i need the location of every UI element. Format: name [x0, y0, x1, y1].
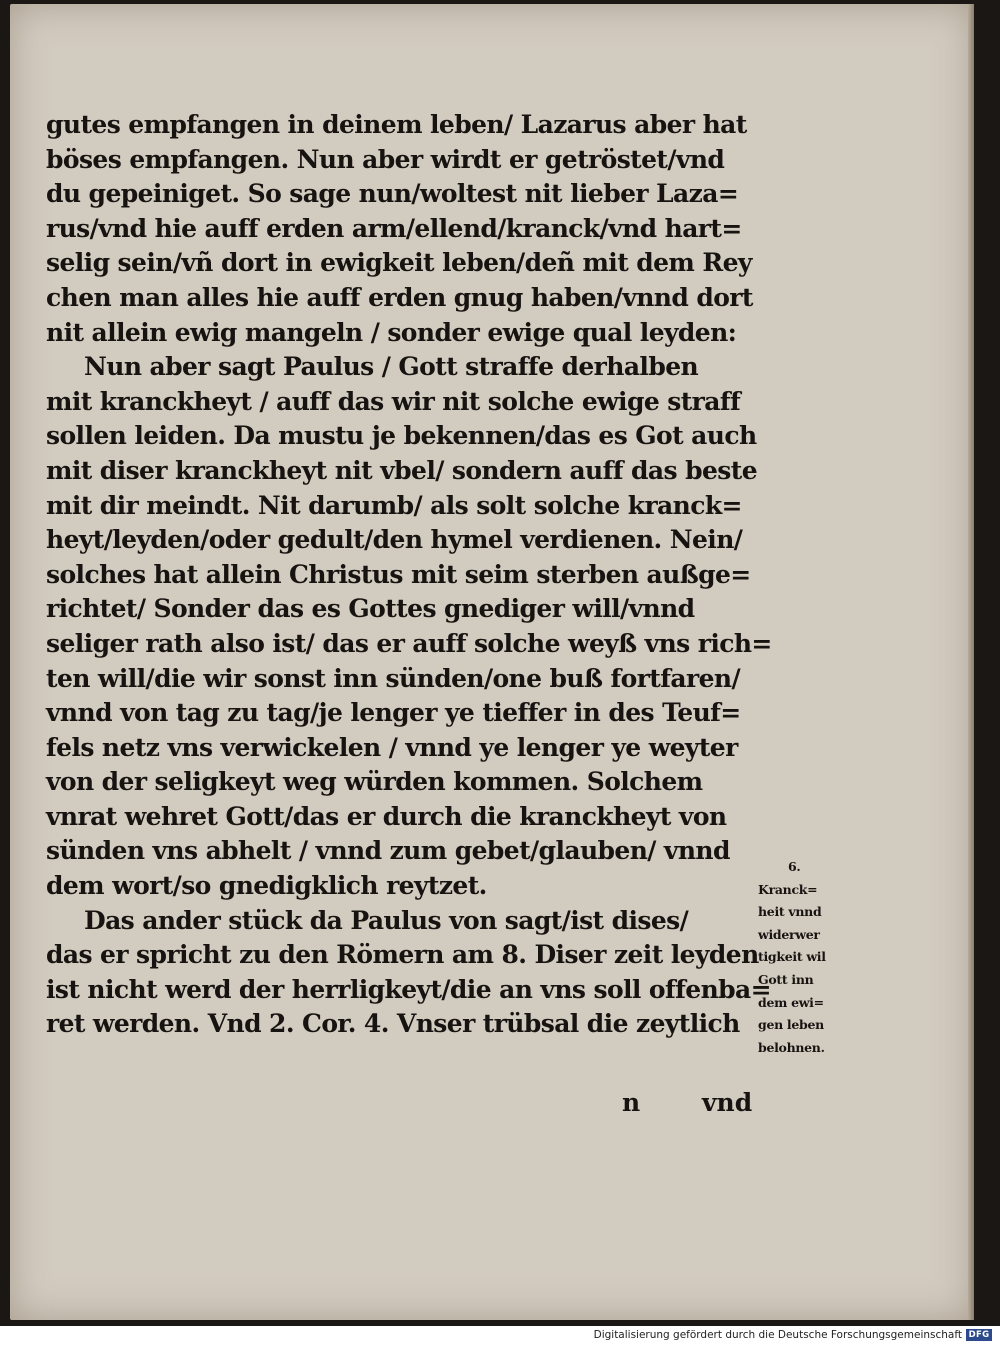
text-line-27: ret werden. Vnd 2. Cor. 4. Vnser trübsal die zeytlich — [46, 1009, 740, 1039]
marginal-note-line: Kranck= — [758, 881, 818, 897]
text-line-3: du gepeiniget. So sage nun/woltest nit lieber Laza= — [46, 179, 739, 209]
text-line-1: gutes empfangen in deinem leben/ Lazarus aber hat — [46, 110, 747, 139]
main-text-block — [46, 108, 772, 1042]
text-line-24: Das ander stück da Paulus von sagt/ist dises/ — [84, 905, 689, 935]
marginal-note-line: heit vnnd — [758, 904, 822, 920]
marginal-note-line: belohnen. — [758, 1039, 825, 1055]
marginal-note-line: gen leben — [758, 1017, 824, 1033]
text-line-15: richtet/ Sonder das es Gottes gnediger will/vnnd — [46, 594, 695, 624]
marginal-note-number: 6. — [788, 859, 801, 874]
marginal-note-line: Gott inn — [758, 971, 814, 987]
text-line-13: heyt/leyden/oder gedult/den hymel verdienen. Nein/ — [46, 525, 743, 555]
text-line-23: dem wort/so gnedigklich reytzet. — [46, 871, 487, 901]
marginal-note-line: dem ewi= — [758, 994, 824, 1010]
text-line-9: mit kranckheyt / auff das wir nit solche ewige straff — [46, 386, 741, 416]
dfg-logo: DFG — [966, 1329, 992, 1341]
text-line-7: nit allein ewig mangeln / sonder ewige qual leyden: — [46, 317, 737, 347]
text-line-10: sollen leiden. Da mustu je bekennen/das es Got auch — [46, 421, 757, 451]
text-line-18: vnnd von tag zu tag/je lenger ye tieffer in des Teuf= — [46, 698, 741, 728]
text-line-4: rus/vnd hie auff erden arm/ellend/kranck/vnd hart= — [46, 213, 742, 243]
text-line-17: ten will/die wir sonst inn sünden/one buß fortfaren/ — [46, 663, 740, 693]
signature-mark: n — [622, 1088, 641, 1117]
catchword: vnd — [702, 1088, 753, 1117]
footer-bar — [0, 1326, 1000, 1345]
text-line-16: seliger rath also ist/ das er auff solche weyß vns rich= — [46, 628, 772, 658]
funding-credit: Digitalisierung gefördert durch die Deutsche Forschungsgemeinschaft — [593, 1329, 962, 1341]
text-line-20: von der seligkeyt weg würden kommen. Solchem — [46, 767, 703, 797]
marginal-note-line: widerwer — [758, 926, 820, 942]
text-line-8: Nun aber sagt Paulus / Gott straffe derhalben — [84, 352, 699, 382]
page-foot-line — [0, 1088, 1000, 1122]
text-line-11: mit diser kranckheyt nit vbel/ sondern auff das beste — [46, 455, 757, 485]
text-line-26: ist nicht werd der herrligkeyt/die an vns soll offenba= — [46, 974, 772, 1004]
text-line-21: vnrat wehret Gott/das er durch die kranckheyt von — [46, 801, 727, 831]
text-line-12: mit dir meindt. Nit darumb/ als solt solche kranck= — [46, 490, 742, 520]
text-line-5: selig sein/vñ dort in ewigkeit leben/deñ mit dem Rey — [46, 248, 752, 278]
text-line-2: böses empfangen. Nun aber wirdt er getröstet/vnd — [46, 144, 725, 174]
text-line-22: sünden vns abhelt / vnnd zum gebet/glauben/ vnnd — [46, 836, 730, 866]
marginal-note-line: tigkeit wil — [758, 949, 826, 965]
page-edge-shadow — [968, 4, 974, 1320]
marginal-note — [758, 856, 874, 1059]
text-line-19: fels netz vns verwickelen / vnnd ye lenger ye weyter — [46, 732, 738, 762]
text-line-25: das er spricht zu den Römern am 8. Diser zeit leyden — [46, 940, 759, 970]
text-line-14: solches hat allein Christus mit seim sterben außge= — [46, 559, 751, 589]
text-line-6: chen man alles hie auff erden gnug haben/vnnd dort — [46, 282, 753, 312]
